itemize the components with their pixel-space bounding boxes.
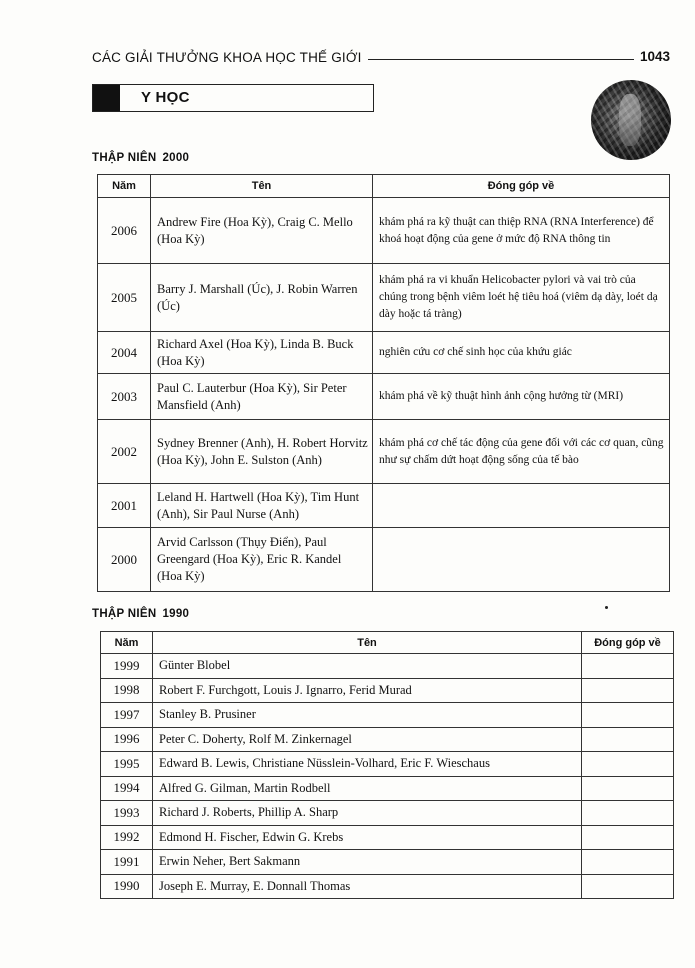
table-row <box>101 776 674 801</box>
column-header-contribution: Đóng góp về <box>582 632 674 654</box>
table-row <box>101 850 674 875</box>
row-year: 1994 <box>101 776 153 801</box>
table-2000s <box>97 174 670 592</box>
row-name: Günter Blobel <box>153 654 582 679</box>
table-row <box>101 752 674 777</box>
row-year: 1997 <box>101 703 153 728</box>
row-name: Stanley B. Prusiner <box>153 703 582 728</box>
row-name: Arvid Carlsson (Thụy Điển), Paul Greengard (Hoa Kỳ), Eric R. Kandel (Hoa Kỳ) <box>151 528 373 592</box>
decade-label: THẬP NIÊN <box>92 152 157 164</box>
header-rule <box>368 59 634 60</box>
row-year: 2005 <box>98 264 151 332</box>
page-number: 1043 <box>639 49 670 64</box>
decade-heading-1990 <box>92 608 189 620</box>
table-row <box>98 264 670 332</box>
column-header-contribution: Đóng góp về <box>373 175 670 198</box>
row-contribution: khám phá ra vi khuẩn Helicobacter pylori và vai trò của chúng trong bệnh viêm loét hệ tiêu hoá (viêm dạ dày, loét dạ dày hoặc tá tràng) <box>373 264 670 332</box>
row-contribution: khám phá ra kỹ thuật can thiệp RNA (RNA Interference) để khoá hoạt động của gene ở mức độ RNA thông tin <box>373 198 670 264</box>
row-name: Joseph E. Murray, E. Donnall Thomas <box>153 874 582 899</box>
table-row <box>98 374 670 420</box>
row-year: 2000 <box>98 528 151 592</box>
row-year: 2006 <box>98 198 151 264</box>
table-row <box>101 703 674 728</box>
row-year: 1991 <box>101 850 153 875</box>
row-year: 2002 <box>98 420 151 484</box>
row-contribution: khám phá cơ chế tác động của gene đối với các cơ quan, cũng như sự chấm dứt hoạt động sống của tế bào <box>373 420 670 484</box>
row-name: Richard Axel (Hoa Kỳ), Linda B. Buck (Hoa Kỳ) <box>151 332 373 374</box>
row-year: 1993 <box>101 801 153 826</box>
table-1990s <box>100 631 674 899</box>
column-header-name: Tên <box>151 175 373 198</box>
table-row <box>101 678 674 703</box>
decade-year: 1990 <box>162 608 190 620</box>
row-year: 1990 <box>101 874 153 899</box>
row-year: 1998 <box>101 678 153 703</box>
table-row <box>98 420 670 484</box>
row-name: Barry J. Marshall (Úc), J. Robin Warren (Úc) <box>151 264 373 332</box>
row-name: Leland H. Hartwell (Hoa Kỳ), Tim Hunt (Anh), Sir Paul Nurse (Anh) <box>151 484 373 528</box>
column-header-year: Năm <box>101 632 153 654</box>
row-name: Alfred G. Gilman, Martin Rodbell <box>153 776 582 801</box>
row-name: Sydney Brenner (Anh), H. Robert Horvitz (Hoa Kỳ), John E. Sulston (Anh) <box>151 420 373 484</box>
running-title: CÁC GIẢI THƯỞNG KHOA HỌC THẾ GIỚI <box>92 50 362 65</box>
row-year: 2004 <box>98 332 151 374</box>
decade-label: THẬP NIÊN <box>92 608 157 620</box>
column-header-year: Năm <box>98 175 151 198</box>
section-heading <box>92 84 374 112</box>
row-name: Edward B. Lewis, Christiane Nüsslein-Volhard, Eric F. Wieschaus <box>153 752 582 777</box>
row-name: Edmond H. Fischer, Edwin G. Krebs <box>153 825 582 850</box>
row-name: Robert F. Furchgott, Louis J. Ignarro, Ferid Murad <box>153 678 582 703</box>
row-contribution <box>582 703 674 728</box>
row-contribution <box>582 678 674 703</box>
row-year: 2001 <box>98 484 151 528</box>
print-speck <box>605 606 608 609</box>
row-name: Richard J. Roberts, Phillip A. Sharp <box>153 801 582 826</box>
table-row <box>101 874 674 899</box>
row-contribution <box>582 874 674 899</box>
row-year: 1995 <box>101 752 153 777</box>
table-row <box>101 727 674 752</box>
section-marker <box>93 85 120 111</box>
row-contribution <box>582 825 674 850</box>
row-contribution <box>582 801 674 826</box>
table-row <box>101 825 674 850</box>
row-name: Andrew Fire (Hoa Kỳ), Craig C. Mello (Hoa Kỳ) <box>151 198 373 264</box>
row-contribution <box>582 850 674 875</box>
table-row <box>98 484 670 528</box>
table-row <box>101 801 674 826</box>
table-row <box>98 198 670 264</box>
row-contribution: nghiên cứu cơ chế sinh học của khứu giác <box>373 332 670 374</box>
row-contribution <box>582 727 674 752</box>
row-year: 1999 <box>101 654 153 679</box>
decade-year: 2000 <box>162 152 190 164</box>
row-name: Erwin Neher, Bert Sakmann <box>153 850 582 875</box>
row-contribution <box>373 484 670 528</box>
decade-heading-2000 <box>92 152 189 164</box>
table-row <box>98 332 670 374</box>
row-year: 2003 <box>98 374 151 420</box>
row-contribution <box>582 776 674 801</box>
row-contribution <box>582 654 674 679</box>
column-header-name: Tên <box>153 632 582 654</box>
table-row <box>98 528 670 592</box>
nobel-medal-icon <box>591 80 671 160</box>
row-name: Peter C. Doherty, Rolf M. Zinkernagel <box>153 727 582 752</box>
row-contribution <box>373 528 670 592</box>
section-title: Y HỌC <box>141 89 190 106</box>
row-contribution <box>582 752 674 777</box>
row-contribution: khám phá về kỹ thuật hình ảnh cộng hưởng từ (MRI) <box>373 374 670 420</box>
table-row <box>101 654 674 679</box>
row-year: 1996 <box>101 727 153 752</box>
row-name: Paul C. Lauterbur (Hoa Kỳ), Sir Peter Mansfield (Anh) <box>151 374 373 420</box>
row-year: 1992 <box>101 825 153 850</box>
page-header <box>92 48 670 70</box>
